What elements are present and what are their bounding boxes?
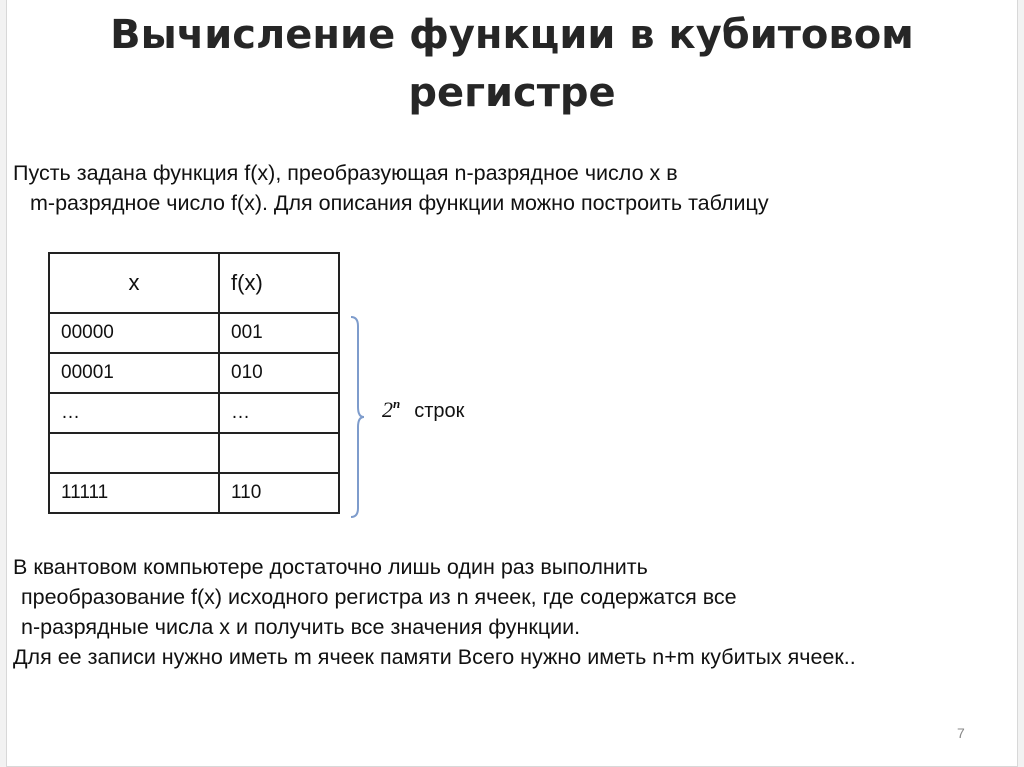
- intro-line-2: m-разрядное число f(x). Для описания функции можно построить таблицу: [30, 191, 769, 215]
- cell-x: 00001: [49, 353, 219, 393]
- title-line-1: Вычисление функции в кубитовом: [110, 12, 914, 58]
- curly-brace-icon: [350, 316, 366, 518]
- conclusion-paragraph: [13, 552, 856, 672]
- row-count-formula: [382, 397, 400, 422]
- header-fx: f(x): [219, 253, 339, 313]
- intro-paragraph: [13, 158, 769, 218]
- cell-x: 11111: [49, 473, 219, 513]
- table-row: [49, 393, 339, 433]
- intro-line-1: Пусть задана функция f(x), преобразующая n-разрядное число x в: [13, 161, 678, 185]
- cell-x: …: [49, 393, 219, 433]
- slide: [6, 0, 1018, 767]
- formula-exponent: n: [393, 396, 401, 411]
- cell-fx: …: [219, 393, 339, 433]
- cell-x: [49, 433, 219, 473]
- function-table: [48, 252, 340, 514]
- title-line-2: регистре: [408, 70, 616, 116]
- slide-title: [7, 6, 1017, 122]
- table-header-row: [49, 253, 339, 313]
- conclusion-line-4: Для ее записи нужно иметь m ячеек памяти Всего нужно иметь n+m кубитых ячеек..: [13, 645, 856, 669]
- cell-fx: 001: [219, 313, 339, 353]
- cell-x: 00000: [49, 313, 219, 353]
- cell-fx: [219, 433, 339, 473]
- header-x: x: [49, 253, 219, 313]
- cell-fx: 110: [219, 473, 339, 513]
- conclusion-line-1: В квантовом компьютере достаточно лишь один раз выполнить: [13, 555, 648, 579]
- table-row: [49, 473, 339, 513]
- formula-base: 2: [382, 397, 393, 422]
- conclusion-line-2: преобразование f(x) исходного регистра из n ячеек, где содержатся все: [21, 585, 737, 609]
- row-count-label: [382, 396, 464, 423]
- table-row: [49, 433, 339, 473]
- table-row: [49, 313, 339, 353]
- conclusion-line-3: n-разрядные числа x и получить все значения функции.: [21, 615, 581, 639]
- page-number: 7: [957, 725, 965, 741]
- row-count-word: строк: [414, 400, 465, 422]
- table-row: [49, 353, 339, 393]
- cell-fx: 010: [219, 353, 339, 393]
